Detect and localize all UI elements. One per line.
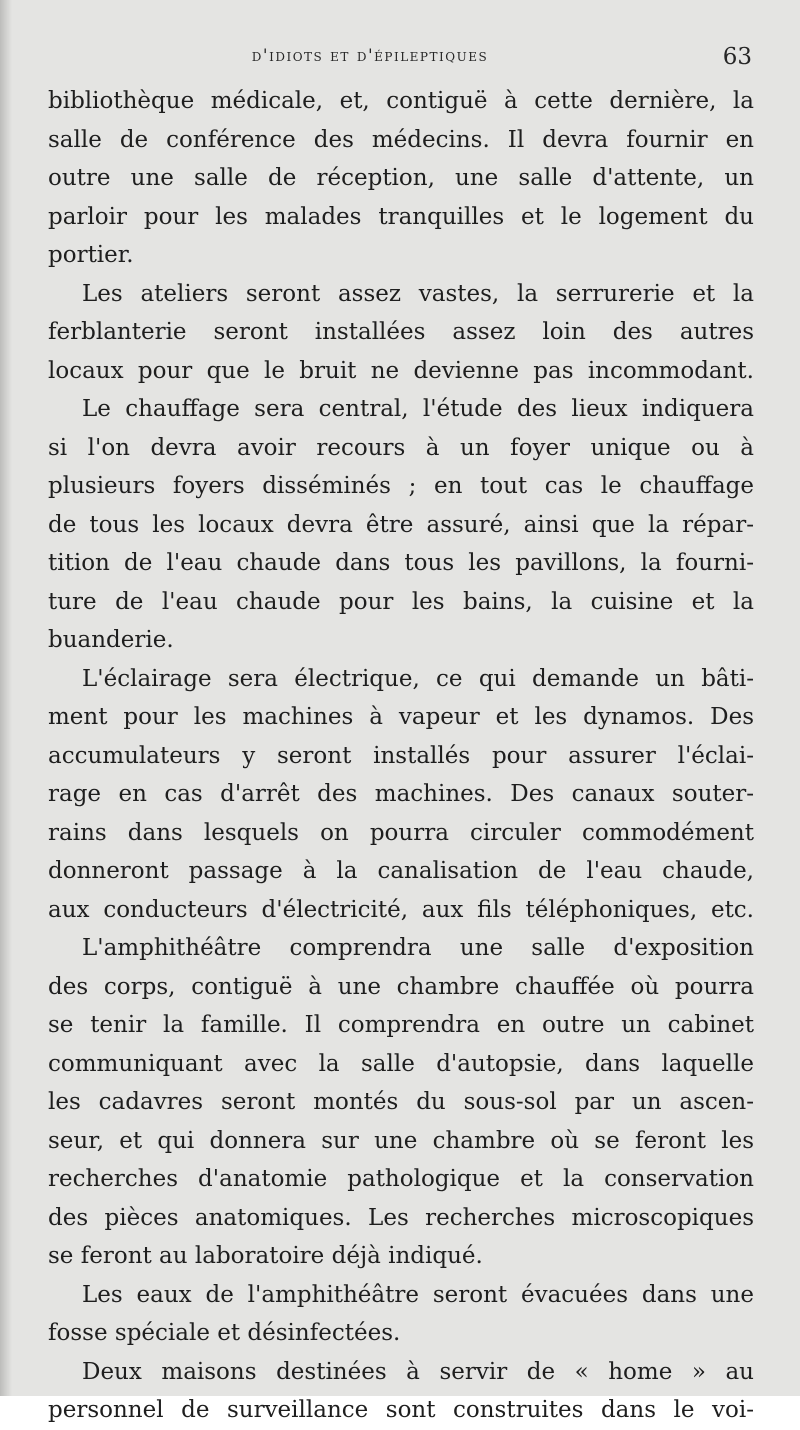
text-line: des corps, contiguë à une chambre chauffée où pourra [48,973,754,1000]
text-line: se feront au laboratoire déjà indiqué. [48,1243,483,1269]
text-line: salle de conférence des médecins. Il devra fournir en [48,126,754,153]
text-line: se tenir la famille. Il comprendra en outre un cabinet [48,1012,754,1038]
body-text [48,82,754,1430]
text-line: Deux maisons destinées à servir de « home » au [82,1358,754,1385]
running-title: d'idiots et d'épileptiques [251,46,489,66]
text-line: plusieurs foyers disséminés ; en tout cas le chauffage [48,473,754,499]
text-line: bibliothèque médicale, et, contiguë à cette dernière, la [48,88,754,114]
text-line: les cadavres seront montés du sous-sol par un ascen- [48,1089,754,1115]
text-line: locaux pour que le bruit ne devienne pas incommodant. [48,357,754,384]
text-line: Les ateliers seront assez vastes, la serrurerie et la [82,280,754,307]
text-line: ment pour les machines à vapeur et les dynamos. Des [48,704,754,730]
text-line: de tous les locaux devra être assuré, ainsi que la répar- [48,511,754,538]
text-line: accumulateurs y seront installés pour assurer l'éclai- [48,742,754,769]
page-number: 63 [722,44,752,70]
text-line: parloir pour les malades tranquilles et le logement du [48,203,754,230]
page-gutter-shadow [0,0,12,1396]
text-line: ture de l'eau chaude pour les bains, la cuisine et la [48,588,754,615]
page-header [48,46,752,76]
text-line: aux conducteurs d'électricité, aux fils téléphoniques, etc. [48,896,754,923]
text-line: ferblanterie seront installées assez loin des autres [48,319,754,345]
text-line: tition de l'eau chaude dans tous les pavillons, la fourni- [48,550,754,576]
text-line: outre une salle de réception, une salle d'attente, un [48,165,754,191]
text-line: Les eaux de l'amphithéâtre seront évacuées dans une [82,1281,754,1308]
text-line: recherches d'anatomie pathologique et la conservation [48,1166,754,1192]
text-line: rage en cas d'arrêt des machines. Des canaux souter- [48,781,754,807]
text-line: personnel de surveillance sont construites dans le voi- [48,1397,754,1423]
text-line: des pièces anatomiques. Les recherches microscopiques [48,1204,754,1231]
text-line: L'éclairage sera électrique, ce qui demande un bâti- [82,665,754,692]
text-line: communiquant avec la salle d'autopsie, dans laquelle [48,1050,754,1077]
text-line: rains dans lesquels on pourra circuler commodément [48,819,754,846]
text-line: portier. [48,242,134,268]
text-line: L'amphithéâtre comprendra une salle d'exposition [82,935,754,961]
text-line: buanderie. [48,627,174,653]
text-line: fosse spéciale et désinfectées. [48,1320,401,1346]
text-line: seur, et qui donnera sur une chambre où se feront les [48,1127,754,1154]
text-line: Le chauffage sera central, l'étude des lieux indiquera [82,396,754,422]
text-line: si l'on devra avoir recours à un foyer unique ou à [48,434,754,461]
text-line: donneront passage à la canalisation de l'eau chaude, [48,858,754,884]
